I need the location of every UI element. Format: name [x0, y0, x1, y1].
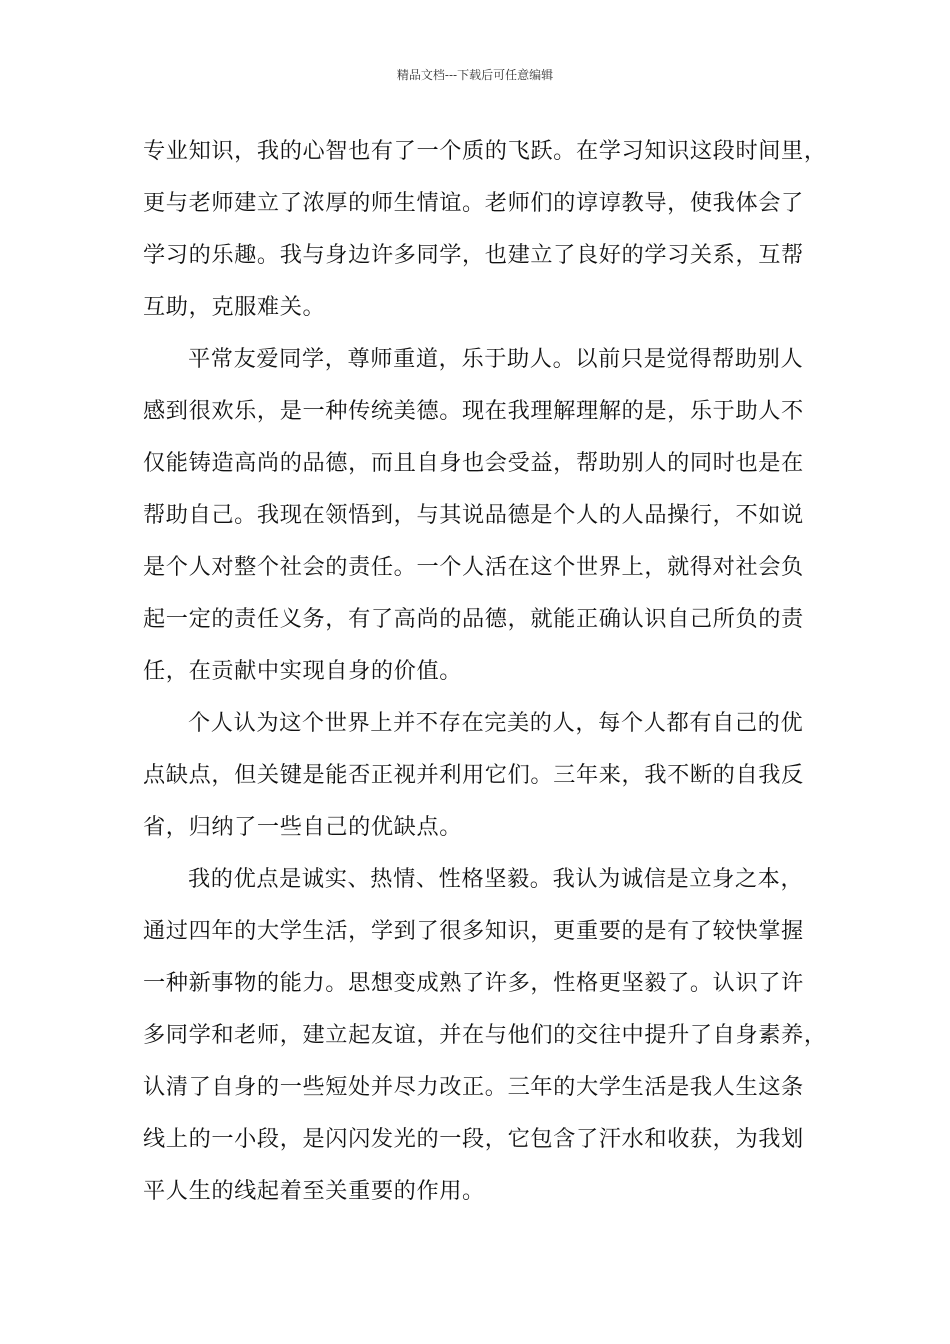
text-line: 互助，克服难关。 [143, 294, 326, 320]
text-line: 平常友爱同学，尊师重道，乐于助人。以前只是觉得帮助别人 [188, 346, 804, 372]
text-line: 任，在贡献中实现自身的价值。 [143, 658, 463, 684]
text-line: 起一定的责任义务，有了高尚的品德，就能正确认识自己所负的责 [143, 606, 804, 632]
text-line: 感到很欢乐，是一种传统美德。现在我理解理解的是，乐于助人不 [143, 398, 804, 424]
text-line: 平人生的线起着至关重要的作用。 [143, 1178, 485, 1204]
text-line: 仅能铸造高尚的品德，而且自身也会受益，帮助别人的同时也是在 [143, 450, 804, 476]
paragraph [143, 859, 827, 1223]
document-body [143, 131, 827, 1223]
text-line: 多同学和老师，建立起友谊，并在与他们的交往中提升了自身素养， [143, 1022, 827, 1048]
text-line: 我的优点是诚实、热情、性格坚毅。我认为诚信是立身之本， [188, 866, 804, 892]
text-line: 专业知识，我的心智也有了一个质的飞跃。在学习知识这段时间里， [143, 138, 827, 164]
text-line: 学习的乐趣。我与身边许多同学，也建立了良好的学习关系，互帮 [143, 242, 804, 268]
text-line: 通过四年的大学生活，学到了很多知识，更重要的是有了较快掌握 [143, 918, 804, 944]
text-line: 点缺点，但关键是能否正视并利用它们。三年来，我不断的自我反 [143, 762, 804, 788]
page-header: 精品文档---下载后可任意编辑 [396, 68, 554, 82]
text-line: 一种新事物的能力。思想变成熟了许多，性格更坚毅了。认识了许 [143, 970, 804, 996]
paragraph [143, 339, 811, 703]
paragraph [143, 703, 811, 859]
text-line: 是个人对整个社会的责任。一个人活在这个世界上，就得对社会负 [143, 554, 804, 580]
text-line: 省，归纳了一些自己的优缺点。 [143, 814, 463, 840]
text-line: 帮助自己。我现在领悟到，与其说品德是个人的人品操行，不如说 [143, 502, 804, 528]
text-line: 线上的一小段，是闪闪发光的一段，它包含了汗水和收获，为我划 [143, 1126, 804, 1152]
paragraph [143, 131, 827, 339]
text-line: 个人认为这个世界上并不存在完美的人，每个人都有自己的优 [188, 710, 804, 736]
text-line: 认清了自身的一些短处并尽力改正。三年的大学生活是我人生这条 [143, 1074, 804, 1100]
text-line: 更与老师建立了浓厚的师生情谊。老师们的谆谆教导，使我体会了 [143, 190, 804, 216]
